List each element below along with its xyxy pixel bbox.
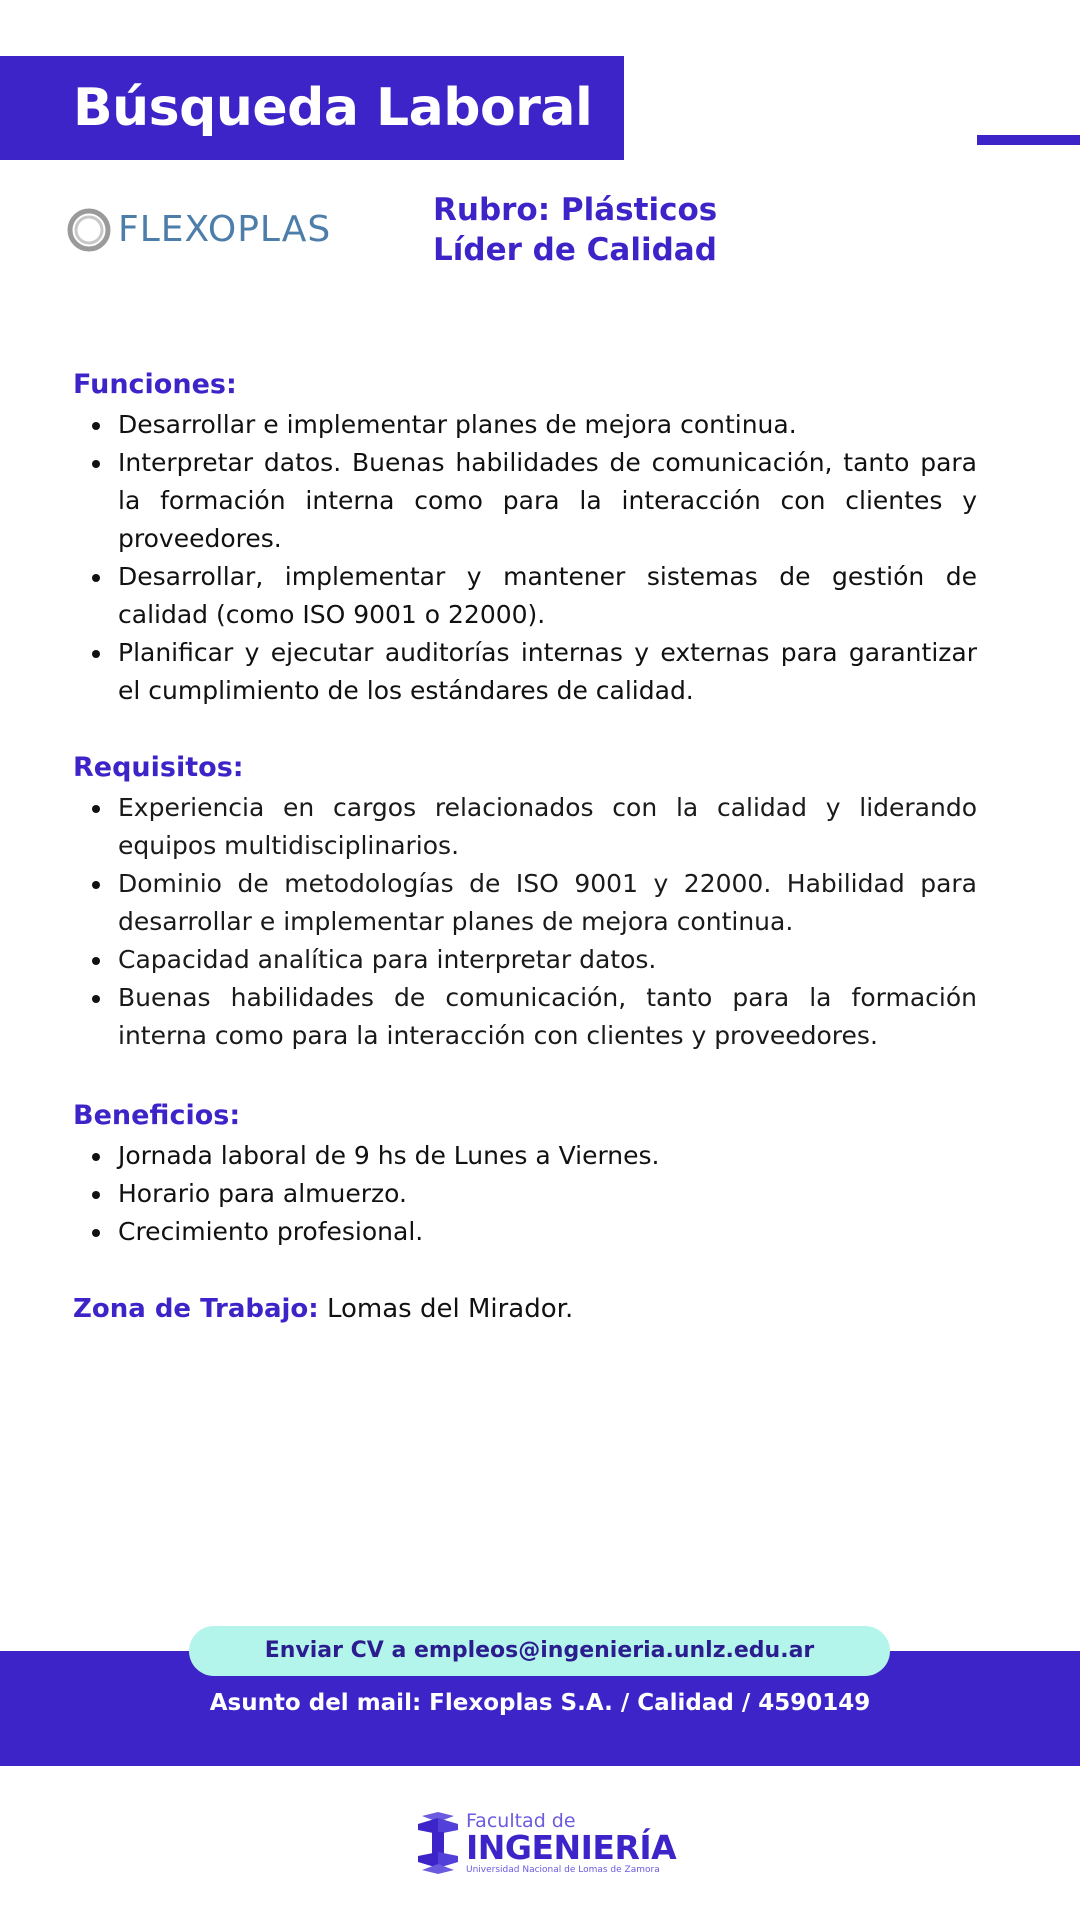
page-title: Búsqueda Laboral — [0, 56, 624, 160]
send-cv-email[interactable]: Enviar CV a empleos@ingenieria.unlz.edu.ar — [189, 1626, 890, 1676]
position-label: Líder de Calidad — [433, 232, 717, 268]
job-headline — [433, 190, 717, 270]
requisitos-title: Requisitos: — [73, 752, 244, 783]
funciones-list — [73, 406, 977, 710]
facultad-label: Facultad de — [466, 1809, 576, 1832]
ingenieria-label: INGENIERÍA — [466, 1827, 677, 1867]
flexoplas-ring-icon — [66, 207, 112, 253]
list-item: Desarrollar e implementar planes de mejora continua. — [73, 406, 977, 444]
list-item: Horario para almuerzo. — [73, 1175, 977, 1213]
flexoplas-logo — [66, 204, 366, 256]
list-item: Dominio de metodologías de ISO 9001 y 22000. Habilidad para desarrollar e implementar planes de mejora continua. — [73, 865, 977, 941]
list-item: Interpretar datos. Buenas habilidades de comunicación, tanto para la formación interna como para la interacción con clientes y proveedores. — [73, 444, 977, 558]
rubro-label: Rubro: Plásticos — [433, 192, 718, 228]
universidad-label: Universidad Nacional de Lomas de Zamora — [466, 1864, 660, 1875]
zona-trabajo — [73, 1291, 573, 1327]
list-item: Desarrollar, implementar y mantener sistemas de gestión de calidad (como ISO 9001 o 22000). — [73, 558, 977, 634]
email-subject: Asunto del mail: Flexoplas S.A. / Calidad / 4590149 — [209, 1690, 871, 1716]
list-item: Capacidad analítica para interpretar datos. — [73, 941, 977, 979]
zona-label: Zona de Trabajo: — [73, 1294, 319, 1324]
list-item: Planificar y ejecutar auditorías internas y externas para garantizar el cumplimiento de los estándares de calidad. — [73, 634, 977, 710]
list-item: Crecimiento profesional. — [73, 1213, 977, 1251]
funciones-title: Funciones: — [73, 369, 237, 400]
list-item: Jornada laboral de 9 hs de Lunes a Viernes. — [73, 1137, 977, 1175]
flexoplas-logo-text: FLEXOPLAS — [118, 209, 332, 250]
beneficios-title: Beneficios: — [73, 1100, 241, 1131]
beneficios-list — [73, 1137, 977, 1251]
list-item: Experiencia en cargos relacionados con la calidad y liderando equipos multidisciplinarios. — [73, 789, 977, 865]
list-item: Buenas habilidades de comunicación, tanto para la formación interna como para la interacción con clientes y proveedores. — [73, 979, 977, 1055]
requisitos-list — [73, 789, 977, 1055]
zona-value: Lomas del Mirador. — [326, 1294, 574, 1324]
accent-line — [977, 135, 1080, 145]
ingenieria-emblem-icon — [418, 1812, 458, 1874]
facultad-ingenieria-logo — [418, 1808, 676, 1878]
